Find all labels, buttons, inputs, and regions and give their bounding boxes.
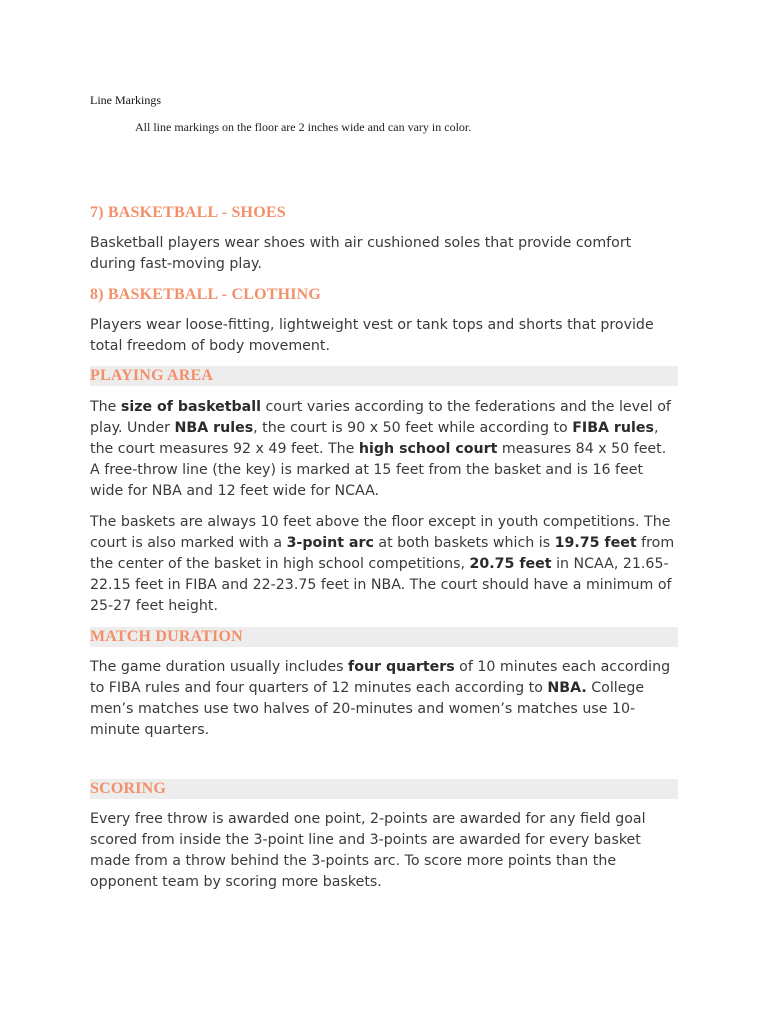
scoring-heading: SCORING (90, 779, 678, 799)
clothing-heading: 8) BASKETBALL - CLOTHING (90, 286, 322, 303)
match-duration-paragraph: The game duration usually includes four quarters of 10 minutes each according to FIBA rules and four quarters of 12 minutes each according to NBA. College men’s matches use two halves of 20-minutes and women’s matches use 10-minute quarters. (90, 659, 671, 738)
line-markings-text: All line markings on the floor are 2 inches wide and can vary in color. (135, 120, 472, 134)
shoes-paragraph: Basketball players wear shoes with air cushioned soles that provide comfort during fast-moving play. (90, 235, 632, 272)
line-markings-title: Line Markings (90, 93, 161, 107)
clothing-paragraph: Players wear loose-fitting, lightweight vest or tank tops and shorts that provide total freedom of body movement. (90, 317, 654, 354)
playing-area-paragraph-1: The size of basketball court varies according to the federations and the level of play. Under NBA rules, the court is 90 x 50 feet while according to FIBA rules, the court measures 92 x 49 feet. The high school court measures 84 x 50 feet. A free-throw line (the key) is marked at 15 feet from the basket and is 16 feet wide for NBA and 12 feet wide for NCAA. (90, 399, 671, 499)
playing-area-heading: PLAYING AREA (90, 366, 678, 386)
shoes-heading: 7) BASKETBALL - SHOES (90, 204, 286, 221)
match-duration-heading: MATCH DURATION (90, 627, 678, 647)
scoring-paragraph: Every free throw is awarded one point, 2-points are awarded for any field goal scored from inside the 3-point line and 3-points are awarded for every basket made from a throw behind the 3-points arc. To score more points than the opponent team by scoring more baskets. (90, 811, 646, 890)
playing-area-paragraph-2: The baskets are always 10 feet above the floor except in youth competitions. The court is also marked with a 3-point arc at both baskets which is 19.75 feet from the center of the basket in high school competitions, 20.75 feet in NCAA, 21.65-22.15 feet in FIBA and 22-23.75 feet in NBA. The court should have a minimum of 25-27 feet height. (90, 514, 675, 614)
